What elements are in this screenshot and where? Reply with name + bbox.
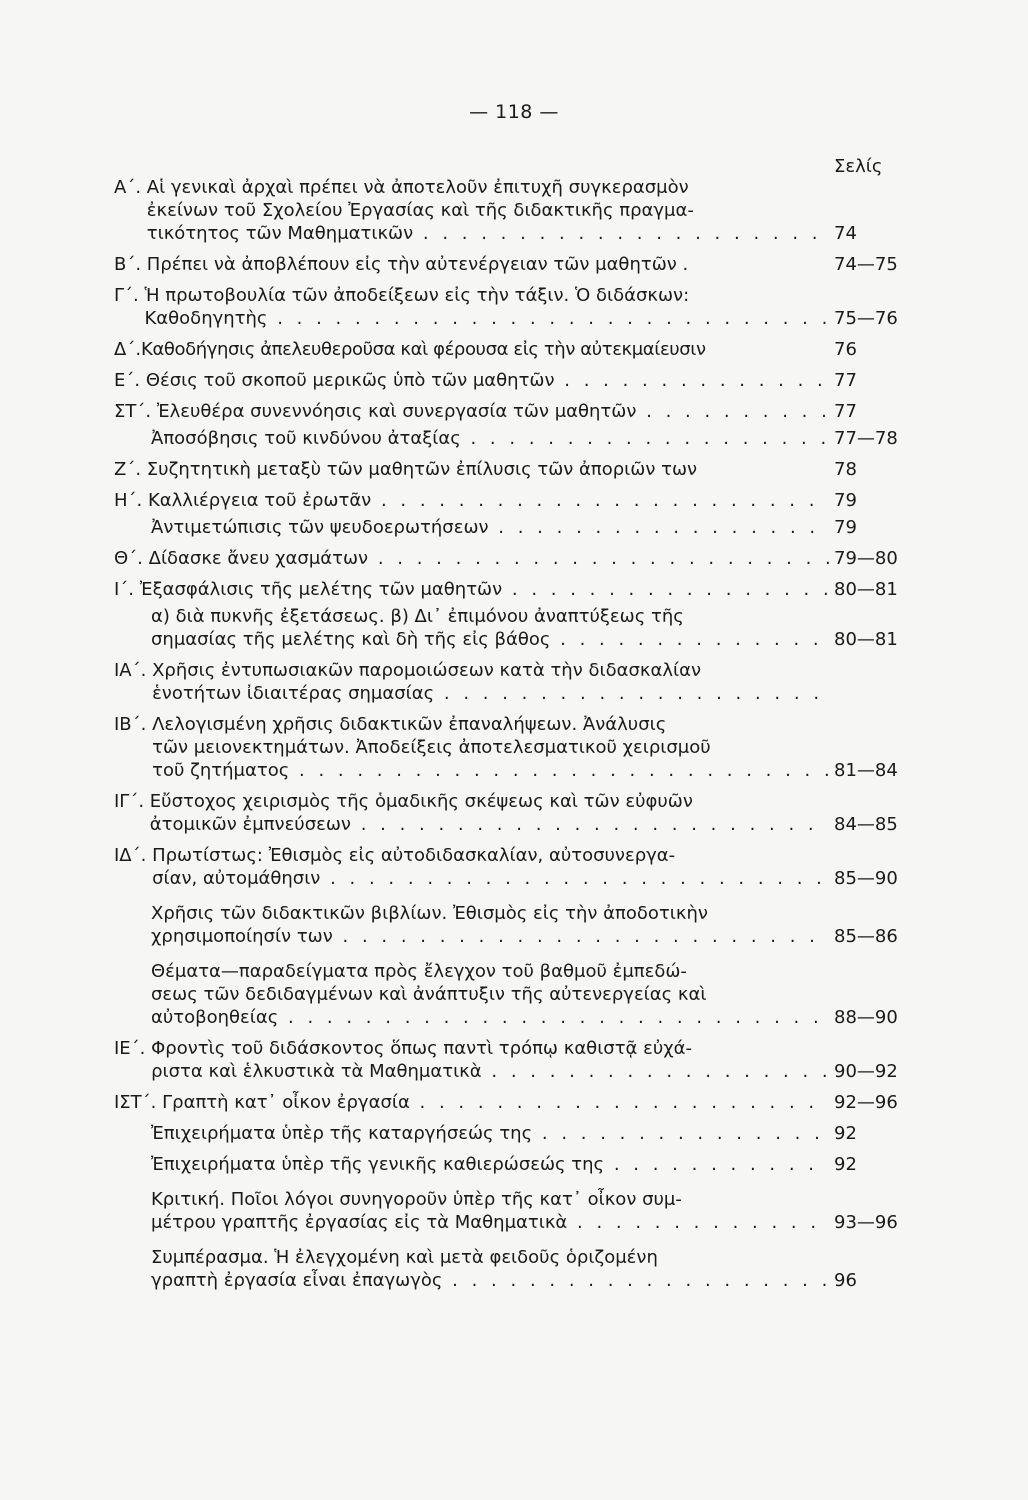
toc-entry-ist [114, 1091, 914, 1114]
page-ref: 81—84 [834, 760, 898, 781]
entry-text: σεως τῶν δεδιδαγμένων καὶ ἀνάπτυξιν τῆς αὐτενεργείας καὶ [151, 984, 707, 1005]
entry-text: Ἀντιμετώπισις τῶν ψευδοερωτήσεων . . . [151, 516, 829, 539]
entry-text: ριστα καὶ ἑλκυστικὰ τὰ Μαθηματικὰ . . . [151, 1060, 829, 1083]
section-label: Β΄. [114, 254, 147, 275]
entry-text: Καθοδηγητὴς . . . [144, 307, 829, 330]
page-ref: 77 [834, 401, 857, 422]
entry-text: Πρωτίστως: Ἐθισμὸς εἰς αὐτοδιδασκαλίαν, αὐτοσυνεργα- [152, 845, 676, 866]
entry-text: Ἐπιχειρήματα ὑπὲρ τῆς καταργήσεώς της . . . [151, 1122, 829, 1145]
toc-entry-e [114, 369, 914, 392]
toc-entry-a [114, 176, 914, 245]
toc-entry-b [114, 253, 914, 276]
entry-text: μέτρου γραπτῆς ἐργασίας εἰς τὰ Μαθηματικὰ . . . [151, 1211, 829, 1234]
entry-text: Φροντὶς τοῦ διδάσκοντος ὅπως παντὶ τρόπῳ καθιστᾷ εὐχά- [151, 1038, 693, 1059]
page-ref: 74—75 [834, 254, 898, 275]
entry-text: χρησιμοποίησίν των . . . [151, 925, 829, 948]
toc-entry-i-sub [114, 605, 914, 651]
page-ref: 80—81 [834, 579, 898, 600]
entry-text: Καλλιέργεια τοῦ ἐρωτᾶν . . . [148, 489, 829, 512]
entry-text: Θέσις τοῦ σκοποῦ μερικῶς ὑπὸ τῶν μαθητῶν . . . [146, 369, 829, 392]
page-ref: 88—90 [834, 1007, 898, 1028]
entry-text: ἀτομικῶν ἐμπνεύσεων . . . [150, 813, 829, 836]
toc-entry-id-sub1 [114, 902, 914, 948]
section-label: Δ΄. [114, 339, 142, 360]
entry-text: Δίδασκε ἄνευ χασμάτων . . . [149, 547, 829, 570]
section-label: ΙΕ΄. [114, 1038, 152, 1059]
page-ref: 77—78 [834, 428, 898, 449]
toc-entry-st [114, 400, 914, 423]
page-ref: 85—90 [834, 868, 898, 889]
toc-entry-h-sub [114, 516, 914, 539]
section-label: Ε΄. [114, 370, 146, 391]
toc-entry-i [114, 578, 914, 601]
toc-entry-ist-sub4 [114, 1246, 914, 1292]
toc-entry-z [114, 458, 914, 481]
section-label: Ζ΄. [114, 459, 147, 480]
table-of-contents [114, 176, 914, 1292]
entry-text: α) διὰ πυκνῆς ἐξετάσεως. β) Δι᾿ ἐπιμόνου ἀναπτύξεως τῆς [151, 606, 684, 627]
page-ref: 84—85 [834, 814, 898, 835]
entry-text: Θέματα—παραδείγματα πρὸς ἔλεγχον τοῦ βαθμοῦ ἐμπεδώ- [151, 961, 687, 982]
page-ref: 92 [834, 1154, 857, 1175]
page-ref: 79—80 [834, 548, 898, 569]
page-ref: 96 [834, 1270, 857, 1291]
page-ref: 79 [834, 490, 857, 511]
entry-text: τοῦ ζητήματος . . . [152, 759, 829, 782]
entry-text: Συμπέρασμα. Ἡ ἐλεγχομένη καὶ μετὰ φειδοῦς ὁριζομένη [151, 1247, 658, 1268]
page-ref: 85—86 [834, 926, 898, 947]
entry-text: Ἀποσόβησις τοῦ κινδύνου ἀταξίας . . . [151, 427, 829, 450]
entry-text: Πρέπει νὰ ἀποβλέπουν εἰς τὴν αὐτενέργειαν τῶν μαθητῶν . [146, 254, 689, 275]
entry-text: Λελογισμένη χρῆσις διδακτικῶν ἐπαναλήψεων. Ἀνάλυσις [152, 714, 667, 735]
toc-entry-ist-sub1 [114, 1122, 914, 1145]
page-ref: 93—96 [834, 1212, 898, 1233]
entry-text: Χρῆσις τῶν διδακτικῶν βιβλίων. Ἐθισμὸς εἰς τὴν ἀποδοτικὴν [151, 903, 708, 924]
entry-text: Εὔστοχος χειρισμὸς τῆς ὁμαδικῆς σκέψεως καὶ τῶν εὐφυῶν [149, 791, 693, 812]
page-ref: 80—81 [834, 629, 898, 650]
entry-text: Ἐπιχειρήματα ὑπὲρ τῆς γενικῆς καθιερώσεώς της . . . [151, 1153, 829, 1176]
page-ref: 77 [834, 370, 857, 391]
section-label: Θ΄. [114, 548, 149, 569]
entry-text: Ἐξασφάλισις τῆς μελέτης τῶν μαθητῶν . . . [140, 578, 829, 601]
entry-text: ἐκείνων τοῦ Σχολείου Ἐργασίας καὶ τῆς διδακτικῆς πραγμα- [146, 200, 694, 221]
toc-entry-d [114, 338, 914, 361]
toc-entry-th [114, 547, 914, 570]
page-ref: 75—76 [834, 308, 898, 329]
section-label: Α΄. [114, 177, 147, 198]
section-label: Ι΄. [114, 579, 140, 600]
section-label: ΙΓ΄. [114, 791, 150, 812]
section-label: ΙΒ΄. [114, 714, 153, 735]
page-column-header: Σελίς [834, 156, 883, 177]
entry-text: Συζητητικὴ μεταξὺ τῶν μαθητῶν ἐπίλυσις τῶν ἀποριῶν των [146, 459, 698, 480]
page-ref: 92 [834, 1123, 857, 1144]
toc-entry-ist-sub3 [114, 1188, 914, 1234]
toc-entry-st-sub [114, 427, 914, 450]
entry-text: Αἱ γενικαὶ ἀρχαὶ πρέπει νὰ ἀποτελοῦν ἐπιτυχῆ συγκερασμὸν [146, 177, 689, 198]
page-number: — 118 — [469, 101, 559, 123]
entry-text: Καθοδήγησις ἀπελευθεροῦσα καὶ φέρουσα εἰς τὴν αὐτεκμαίευσιν [141, 339, 706, 360]
entry-text: Ἡ πρωτοβουλία τῶν ἀποδείξεων εἰς τὴν τάξιν. Ὁ διδάσκων: [144, 285, 690, 306]
toc-entry-h [114, 489, 914, 512]
page-ref: 92—96 [834, 1092, 898, 1113]
section-label: Η΄. [114, 490, 148, 511]
toc-entry-ia [114, 659, 914, 705]
entry-text: ἑνοτήτων ἰδιαιτέρας σημασίας . . . [152, 682, 829, 705]
page-ref: 78 [834, 459, 857, 480]
entry-text: Κριτική. Ποῖοι λόγοι συνηγοροῦν ὑπὲρ τῆς κατ᾿ οἶκον συμ- [151, 1189, 682, 1210]
entry-text: τῶν μειονεκτημάτων. Ἀποδείξεις ἀποτελεσματικοῦ χειρισμοῦ [152, 737, 711, 758]
toc-entry-ib [114, 713, 914, 782]
section-label: ΙΑ΄. [114, 660, 153, 681]
toc-entry-ig [114, 790, 914, 836]
toc-entry-ist-sub2 [114, 1153, 914, 1176]
page-ref: 90—92 [834, 1061, 898, 1082]
toc-entry-ie [114, 1037, 914, 1083]
entry-text: σίαν, αὐτομάθησιν . . . [152, 867, 829, 890]
entry-text: Χρῆσις ἐντυπωσιακῶν παρομοιώσεων κατὰ τὴν διδασκαλίαν [152, 660, 701, 681]
section-label: ΙΔ΄. [114, 845, 153, 866]
page-ref: 74 [834, 223, 857, 244]
toc-entry-id-sub2 [114, 960, 914, 1029]
toc-entry-c [114, 284, 914, 330]
entry-text: σημασίας τῆς μελέτης καὶ δὴ τῆς εἰς βάθος . . . [151, 628, 829, 651]
page-ref: 79 [834, 517, 857, 538]
toc-entry-id [114, 844, 914, 890]
section-label: Γ΄. [114, 285, 145, 306]
section-label: ΣΤ΄. [114, 401, 157, 422]
section-label: ΙΣΤ΄. [114, 1092, 163, 1113]
entry-text: Γραπτὴ κατ᾿ οἶκον ἐργασία . . . [162, 1091, 829, 1114]
page-ref: 76 [834, 339, 857, 360]
entry-text: γραπτὴ ἐργασία εἶναι ἐπαγωγὸς . . . [151, 1269, 829, 1292]
entry-text: τικότητος τῶν Μαθηματικῶν . . . [147, 222, 829, 245]
entry-text: Ἐλευθέρα συνεννόησις καὶ συνεργασία τῶν μαθητῶν . . . [157, 400, 829, 423]
entry-text: αὐτοβοηθείας . . . [151, 1006, 829, 1029]
